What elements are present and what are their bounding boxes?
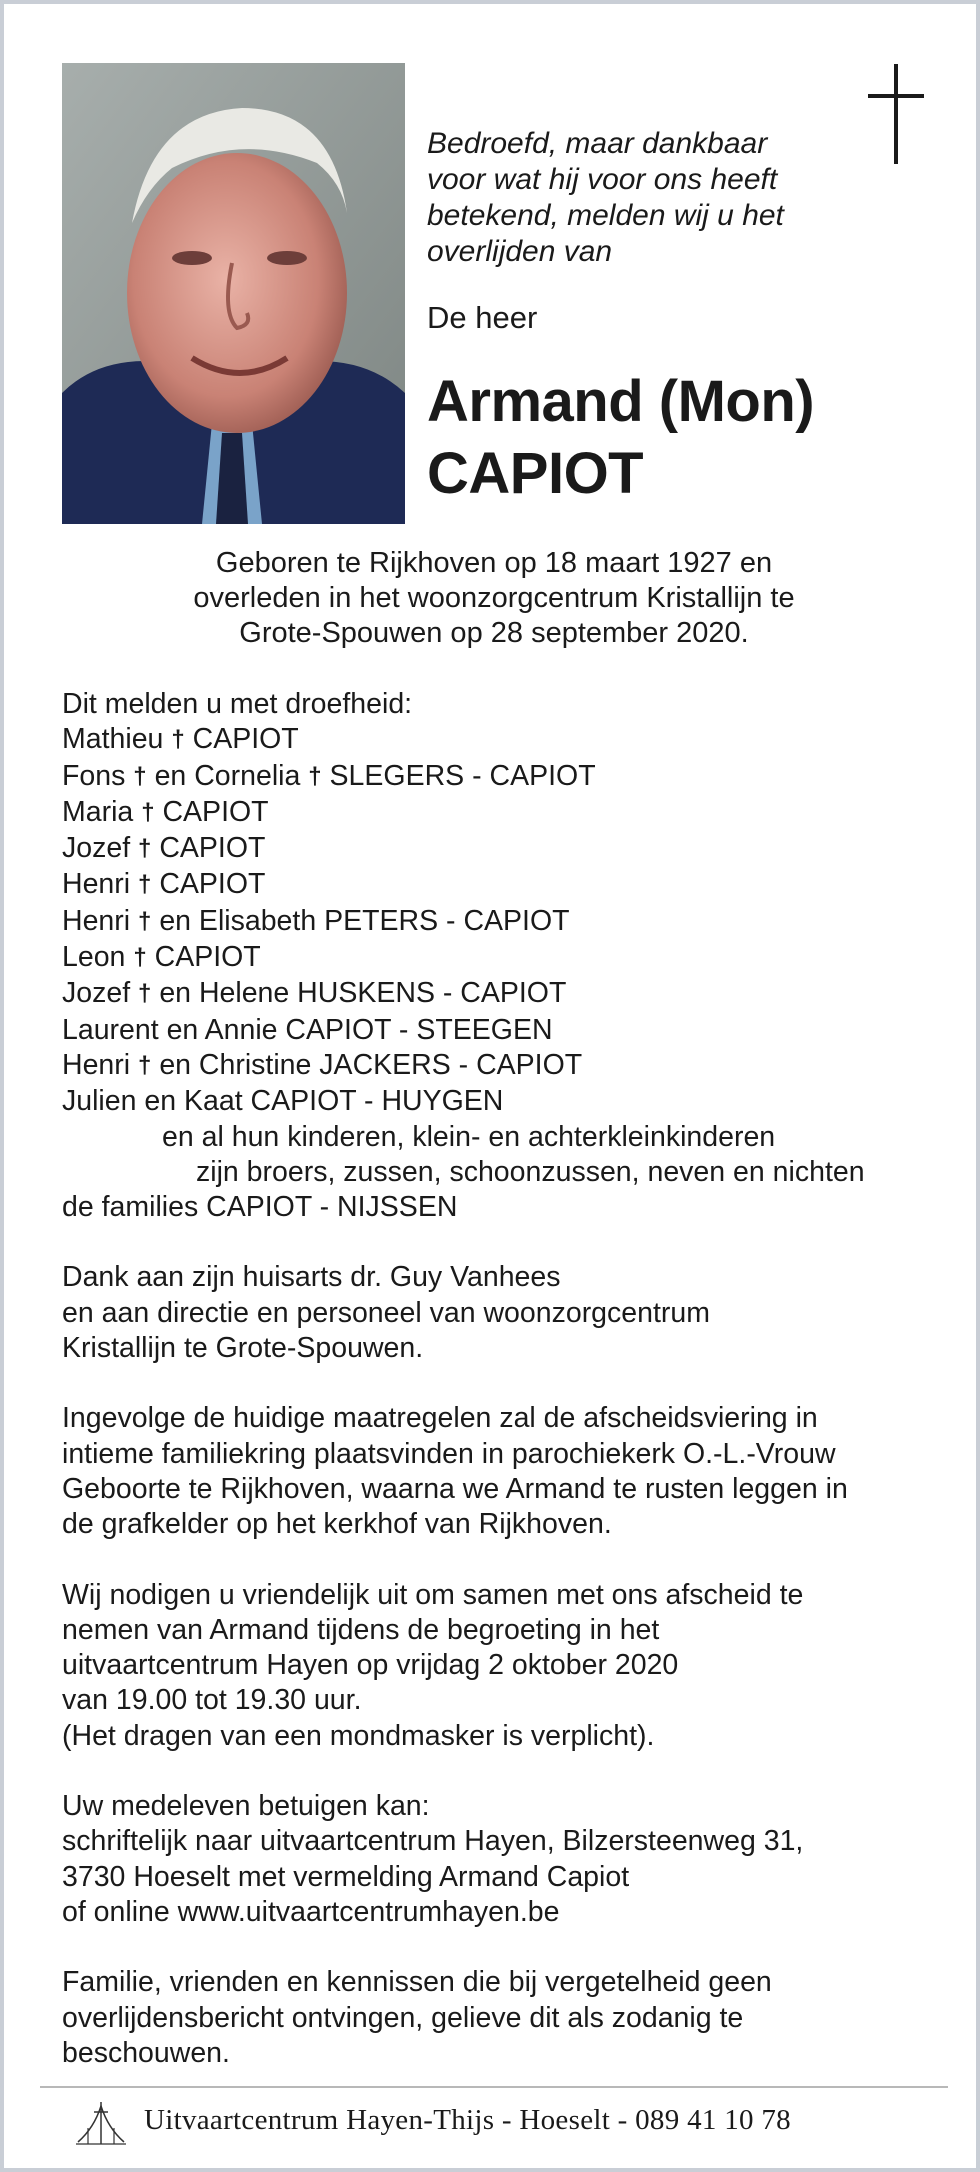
closing-line: overlijdensbericht ontvingen, gelieve dit als zodanig te bbox=[62, 2001, 744, 2034]
ceremony-line: Ingevolge de huidige maatregelen zal de afscheidsviering in bbox=[62, 1402, 818, 1435]
thanks-line: Dank aan zijn huisarts dr. Guy Vanhees bbox=[62, 1261, 561, 1294]
family-entry: Julien en Kaat CAPIOT - HUYGEN bbox=[62, 1085, 504, 1118]
thanks-line: en aan directie en personeel van woonzorgcentrum bbox=[62, 1296, 710, 1329]
birth-death-info bbox=[62, 546, 926, 651]
ceremony-line: intieme familiekring plaatsvinden in parochiekerk O.-L.-Vrouw bbox=[62, 1437, 836, 1470]
portrait-illustration bbox=[62, 63, 405, 524]
first-name: Armand (Mon) bbox=[427, 369, 815, 434]
birth-line: Geboren te Rijkhoven op 18 maart 1927 en bbox=[215, 547, 773, 579]
honorific: De heer bbox=[427, 300, 538, 335]
condolence-line: of online www.uitvaartcentrumhayen.be bbox=[62, 1895, 560, 1928]
grandchildren-line: en al hun kinderen, klein- en achterkleinkinderen bbox=[162, 1120, 776, 1153]
family-entry: Jozef † CAPIOT bbox=[62, 831, 942, 867]
deceased-name bbox=[427, 366, 814, 510]
invite-line: (Het dragen van een mondmasker is verplicht). bbox=[62, 1719, 655, 1752]
invite-line: nemen van Armand tijdens de begroeting in het bbox=[62, 1613, 660, 1646]
closing-line: Familie, vrienden en kennissen die bij vergetelheid geen bbox=[62, 1966, 772, 1999]
family-entry: Jozef † en Helene HUSKENS - CAPIOT bbox=[62, 976, 942, 1012]
last-name: CAPIOT bbox=[427, 441, 644, 506]
condolence-line: Uw medeleven betuigen kan: bbox=[62, 1790, 430, 1823]
dagger-icon: † bbox=[138, 980, 152, 1008]
dagger-icon: † bbox=[171, 726, 185, 754]
thanks-line: Kristallijn te Grote-Spouwen. bbox=[62, 1332, 424, 1365]
ceremony-line: de grafkelder op het kerkhof van Rijkhoven. bbox=[62, 1508, 612, 1541]
condolence-line: 3730 Hoeselt met vermelding Armand Capiot bbox=[62, 1860, 630, 1893]
invite-line: Wij nodigen u vriendelijk uit om samen met ons afscheid te bbox=[62, 1578, 804, 1611]
family-entry: Mathieu † CAPIOT bbox=[62, 722, 942, 758]
obituary-body bbox=[62, 687, 942, 2071]
birth-line: Grote-Spouwen op 28 september 2020. bbox=[239, 617, 749, 649]
siblings-line: zijn broers, zussen, schoonzussen, neven en nichten bbox=[196, 1155, 865, 1188]
ceremony-line: Geboorte te Rijkhoven, waarna we Armand te rusten leggen in bbox=[62, 1472, 848, 1505]
funeral-home-logo-icon bbox=[74, 2098, 128, 2148]
birth-line: overleden in het woonzorgcentrum Kristallijn te bbox=[193, 582, 795, 614]
portrait-photo bbox=[62, 63, 405, 524]
family-heading: Dit melden u met droefheid: bbox=[62, 688, 413, 720]
footer-contact: Uitvaartcentrum Hayen-Thijs - Hoeselt - 089 41 10 78 bbox=[144, 2104, 791, 2136]
dagger-icon: † bbox=[138, 907, 152, 935]
cross-icon bbox=[868, 64, 924, 164]
dagger-icon: † bbox=[138, 871, 152, 899]
intro-line: Bedroefd, maar dankbaar bbox=[427, 127, 768, 160]
condolence-line: schriftelijk naar uitvaartcentrum Hayen, Bilzersteenweg 31, bbox=[62, 1825, 804, 1858]
intro-line: betekend, melden wij u het bbox=[427, 199, 784, 232]
invite-line: van 19.00 tot 19.30 uur. bbox=[62, 1684, 362, 1717]
dagger-icon: † bbox=[133, 944, 147, 972]
family-entry: Leon † CAPIOT bbox=[62, 940, 942, 976]
family-entry: Laurent en Annie CAPIOT - STEEGEN bbox=[62, 1013, 553, 1046]
dagger-icon: † bbox=[141, 798, 155, 826]
intro-line: voor wat hij voor ons heeft bbox=[427, 163, 778, 196]
dagger-icon: † bbox=[138, 835, 152, 863]
families-line: de families CAPIOT - NIJSSEN bbox=[62, 1191, 458, 1224]
family-entry: Henri † CAPIOT bbox=[62, 867, 942, 903]
dagger-icon: † bbox=[138, 1051, 152, 1079]
closing-line: beschouwen. bbox=[62, 2036, 230, 2069]
family-entry: Henri † en Christine JACKERS - CAPIOT bbox=[62, 1048, 942, 1084]
dagger-icon: † bbox=[308, 762, 322, 790]
intro-text bbox=[427, 126, 827, 270]
family-entry: Maria † CAPIOT bbox=[62, 795, 942, 831]
footer-divider bbox=[40, 2086, 948, 2088]
invite-line: uitvaartcentrum Hayen op vrijdag 2 oktober 2020 bbox=[62, 1649, 679, 1682]
family-entry: Henri † en Elisabeth PETERS - CAPIOT bbox=[62, 904, 942, 940]
family-entry: Fons † en Cornelia † SLEGERS - CAPIOT bbox=[62, 759, 942, 795]
intro-line: overlijden van bbox=[427, 235, 613, 268]
dagger-icon: † bbox=[133, 762, 147, 790]
